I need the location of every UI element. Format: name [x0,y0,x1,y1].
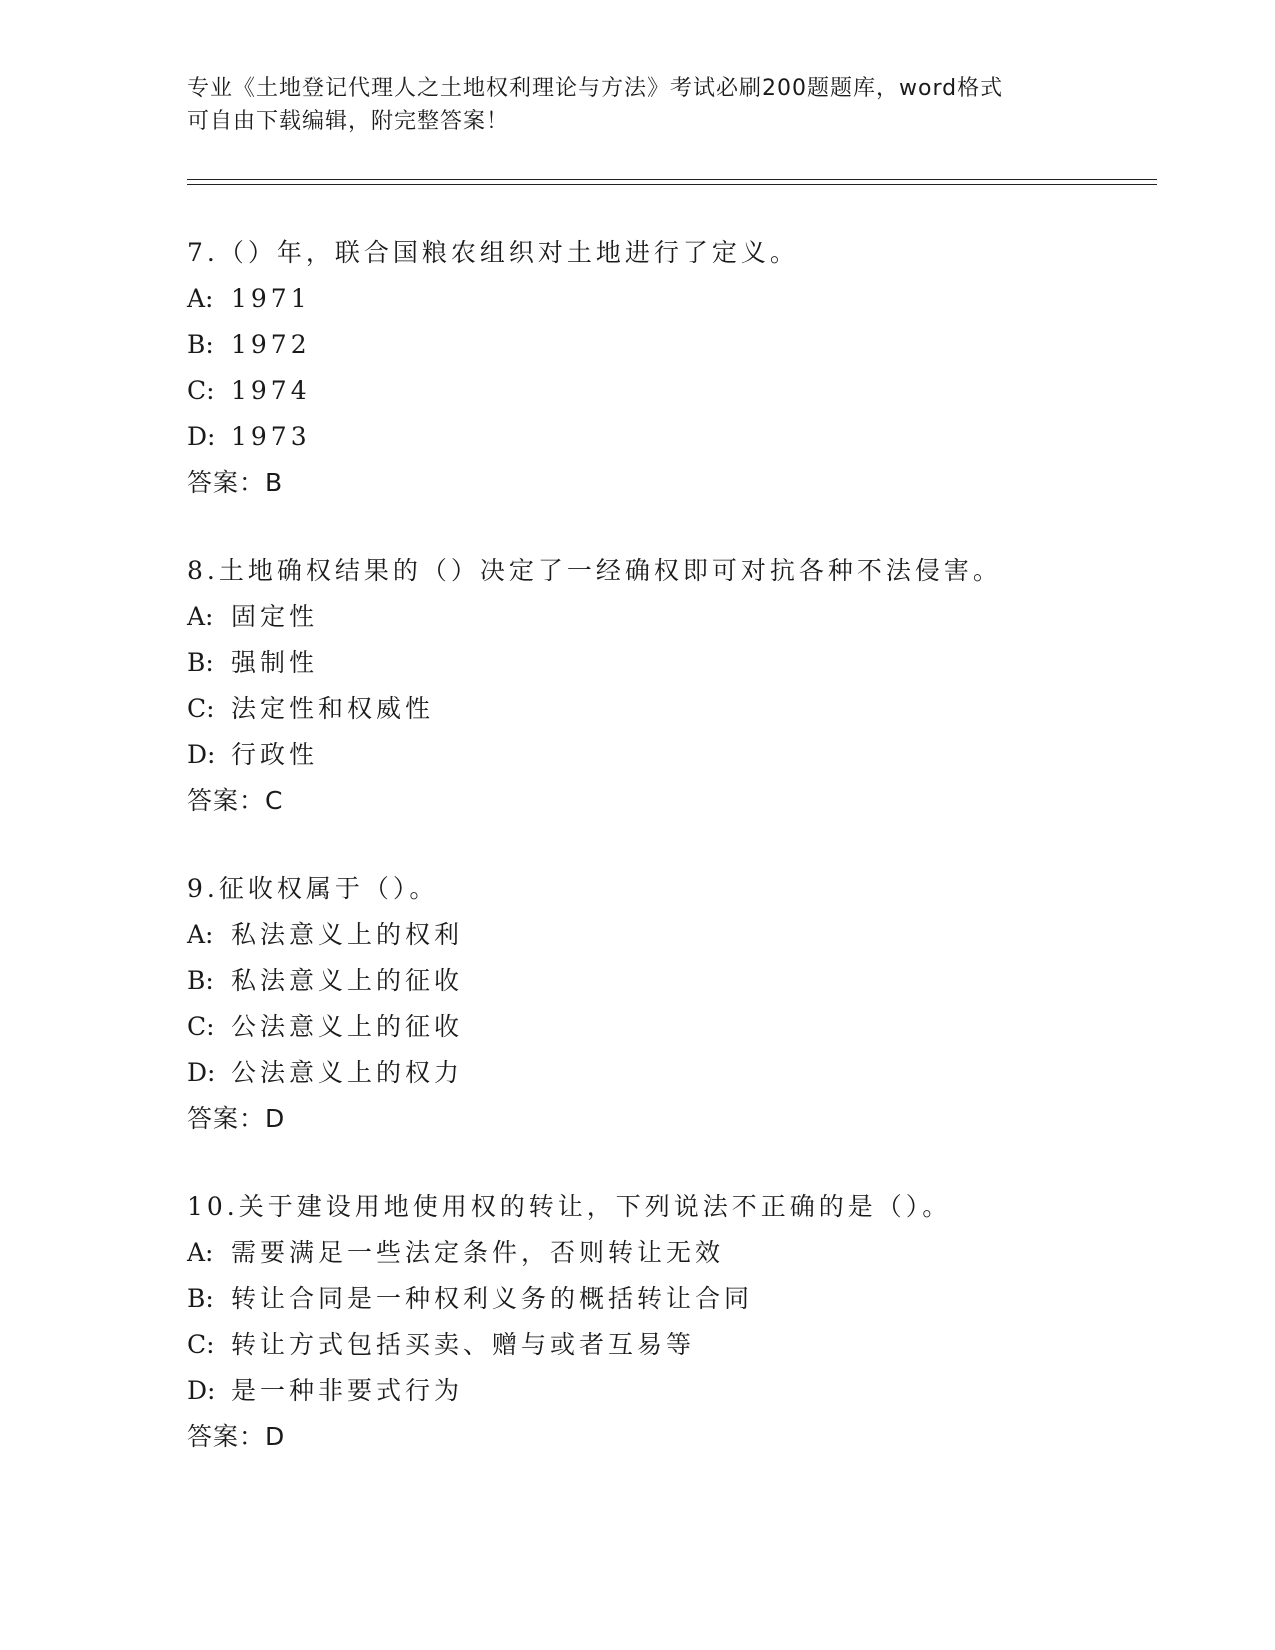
option-c [187,1322,1147,1368]
question-10 [187,1184,1147,1460]
option-b [187,322,1147,368]
question-stem: 10.关于建设用地使用权的转让，下列说法不正确的是（）。 [187,1192,952,1221]
option-text: 是一种非要式行为 [231,1376,464,1405]
option-letter: C: [187,694,215,723]
option-text: 固定性 [231,602,319,631]
option-letter: D: [187,1376,216,1405]
answer: 答案：D [187,1422,286,1451]
option-text: 私法意义上的征收 [231,966,464,995]
option-letter: A: [187,284,214,313]
option-text: 1974 [231,376,311,405]
header-divider-bottom [187,184,1157,185]
option-letter: B: [187,966,214,995]
option-c [187,1004,1147,1050]
document-header [187,72,1087,138]
question-stem: 7.（）年，联合国粮农组织对土地进行了定义。 [187,238,799,267]
answer: 答案：D [187,1104,286,1133]
option-text: 法定性和权威性 [231,694,435,723]
option-letter: D: [187,422,216,451]
option-b [187,640,1147,686]
option-text: 强制性 [231,648,319,677]
option-letter: D: [187,740,216,769]
answer: 答案：B [187,468,284,497]
question-stem: 9.征收权属于（）。 [187,874,439,903]
header-line-2: 可自由下载编辑，附完整答案！ [187,109,510,134]
option-text: 公法意义上的权力 [231,1058,464,1087]
option-text: 需要满足一些法定条件，否则转让无效 [231,1238,725,1267]
option-a [187,912,1147,958]
option-c [187,686,1147,732]
option-d [187,1368,1147,1414]
option-letter: B: [187,1284,214,1313]
option-a [187,594,1147,640]
option-letter: A: [187,602,214,631]
option-letter: B: [187,330,214,359]
option-letter: D: [187,1058,216,1087]
option-d [187,1050,1147,1096]
option-text: 公法意义上的征收 [231,1012,464,1041]
header-line-1: 专业《土地登记代理人之土地权利理论与方法》考试必刷200题题库，word格式 [187,76,1004,101]
option-b [187,1276,1147,1322]
question-7 [187,230,1147,506]
option-a [187,276,1147,322]
option-letter: A: [187,920,214,949]
header-divider-top [187,179,1157,180]
question-stem: 8.土地确权结果的（）决定了一经确权即可对抗各种不法侵害。 [187,556,1002,585]
option-d [187,732,1147,778]
question-9 [187,866,1147,1142]
option-text: 转让合同是一种权利义务的概括转让合同 [231,1284,754,1313]
option-text: 转让方式包括买卖、赠与或者互易等 [231,1330,696,1359]
answer: 答案：C [187,786,284,815]
option-text: 1971 [231,284,311,313]
option-letter: C: [187,1012,215,1041]
option-d [187,414,1147,460]
option-text: 私法意义上的权利 [231,920,464,949]
option-letter: C: [187,1330,215,1359]
option-b [187,958,1147,1004]
option-letter: A: [187,1238,214,1267]
option-letter: B: [187,648,214,677]
option-text: 行政性 [231,740,319,769]
option-c [187,368,1147,414]
question-8 [187,548,1147,824]
option-text: 1973 [231,422,311,451]
option-text: 1972 [231,330,311,359]
option-a [187,1230,1147,1276]
option-letter: C: [187,376,215,405]
